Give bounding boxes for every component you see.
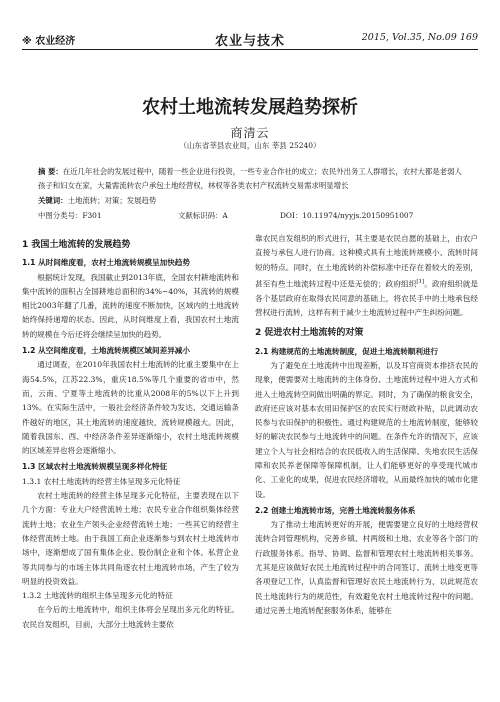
subsection-heading: 1.3 区域农村土地流转规模呈现多样化特征 [22, 462, 168, 472]
doi: DOI：10.11974/nyyjs.20150951007 [280, 211, 414, 220]
section-label: ※ 农业经济 [22, 36, 76, 47]
citation-ref: [1] [416, 278, 425, 285]
classification-row [38, 210, 462, 222]
body-paragraph: 通过调查，在2010年我国农村土地流转的比重主要集中在上海54.5%，江苏22.3%，重庆18.5%等几个重要的省市中，然而，云南、宁夏等土地流转的比重从2008年的5%以下上升到13%。在实际生活中，一般社会经济条件较为发达、交通运输条件越好的地区，其土地流转的速度越快，流转规模越大。因此，随着我国东、西、中经济条件差异逐渐缩小，农村土地流转规模的区域差异也将会逐渐缩小。 [22, 360, 239, 456]
article-title: 农村土地流转发展趋势探析 [142, 97, 358, 118]
section-heading: 1 我国土地流转的发展趋势 [22, 240, 131, 250]
author-name: 商清云 [230, 126, 270, 140]
issue-info: 2015, Vol.35, No.09 169 [361, 32, 478, 43]
subsection-heading: 1.2 从空间维度看，土地流转规模区域间差异减小 [22, 346, 190, 356]
body-paragraph: 靠农民自发组织的形式进行，其主要是农民自愿的基础上，由农户直接与承包人进行协商。这种模式具有土地流转规模小、流转时间短的特点。同时，在土地流转的补偿标准中还存在着较大的差别，甚至有些土地流转过程中还是无偿的；政府组织[1]。政府组织就是各个基层政府在取得农民同意的基础上，将农民手中的土地承包经营权进行流转，这样有利于减少土地流转过程中产生纠纷问题。 [255, 234, 479, 318]
keywords-text: 土地流转；对策；发展趋势 [67, 196, 157, 205]
body-paragraph: 为了推动土地流转更好的开展，便需要建立良好的土地经营权流转合同管理机构，完善乡镇、村两级和土地、农业等各个部门的行政服务体系。指导、协调、监督和管理农村土地流转相关事务。尤其是应该做好农民土地流转过程中的合同签订、流转土地变更等各项登记工作，认真监督和管理好农民土地流转行为，以此规范农民土地流转行为的规范性，有效避免农村土地流转过程中的问题。通过完善土地流转配套服务体系，能够在 [255, 520, 478, 615]
header-rule [22, 49, 478, 50]
left-column [22, 232, 239, 632]
author-affiliation: （山东省莘县农业局，山东 莘县 25240） [179, 141, 321, 150]
subsubsection-heading: 1.3.2 土地流转的组织主体呈现多元化的特征 [22, 591, 173, 601]
header-bar [22, 30, 478, 48]
keywords [38, 195, 462, 206]
subsection-heading: 2.2 创建土地流转市场，完善土地流转服务体系 [255, 505, 416, 515]
section-heading: 2 促进农村土地流转的对策 [255, 328, 364, 339]
body-paragraph: 为了避免在土地流转中出现差断，以及耳官商资本排挤农民的现象，便需要对土地流转的主体身份、土地流转过程中进入方式和进入土地流转空间做出明确的界定。同时，为了确保的粮食安全，政府还应该对基本农用田保护区的农民实行财政补贴，以此调动农民参与农田保护的积极性。通过构建规范的土地流转制度，能够较好的解决农民参与土地流转中的问题。在条件允许的情况下，应该建立个人与社会相结合的农民低收入的生活保障、失地农民生活保障和农民养老保障等保障机制，让人们能够更好的享受现代城市化、工业化的成果，促进农民经济增收，从而最终加快的城市化建设。 [255, 360, 478, 499]
subsection-heading: 2.1 构建规范的土地流转制度，促进土地流转顺利进行 [255, 346, 439, 356]
document-code: 文献标识码：A [178, 211, 228, 220]
clc-number: 中图分类号：F301 [38, 211, 102, 220]
abstract-label: 摘 要： [38, 167, 63, 176]
journal-name: 农业与技术 [214, 34, 285, 49]
abstract [38, 165, 462, 192]
body-paragraph: 根据统计发现，我国截止到2013年底，全国农村耕地流转和集中流转的面积占全国耕地总面积的34%~40%，其流转的规模相比2003年翻了几番，流转的速度不断加快，区域内的土地流转始终保持递增的状态。因此，从时间维度上看，我国农村土地流转的规模在今后还将会继续呈加快的趋势。 [22, 272, 239, 339]
right-column [255, 232, 478, 618]
keywords-label: 关键词： [38, 196, 68, 205]
body-paragraph: 农村土地流转的经营主体呈现多元化特征，主要表现在以下几个方面：专业大户经营流转土地；农民专业合作组织集体经营流转土地；农业生产领头企业经营流转土地；一些其它的经营主体经营流转土地。由于我国工商企业逐渐参与到农村土地流转市场中，逐渐想成了国有集体企业、股份制企业和个体、私营企业等共同参与的市场主体共同角逐农村土地流转市场，产生了较为明显的投资效益。 [22, 491, 239, 586]
subsection-heading: 1.1 从时间维度看，农村土地流转规模呈加快趋势 [22, 258, 190, 268]
abstract-text: 在近几年社会的发展过程中，随着一些企业进行投资，一些专业合作社的成立；农民外出务工人群增长，农村大都是老弱人孩子和妇女在家，大量需流转农户承包土地经营权，林权等各类农村产权流转交易需求明显增长 [38, 167, 462, 190]
paragraph-continuation: 。政府组织就是各个基层政府在取得农民同意的基础上，将农民手中的土地承包经营权进行流转，这样有利于减少土地流转过程中产生纠纷问题。 [255, 279, 479, 318]
body-paragraph: 在今后的土地流转中，组织主体将会呈现出多元化的特征。农民自发组织，目前，大部分土地流转主要依 [22, 605, 239, 629]
subsubsection-heading: 1.3.1 农村土地流转的经营主体呈现多元化特征 [22, 476, 181, 486]
